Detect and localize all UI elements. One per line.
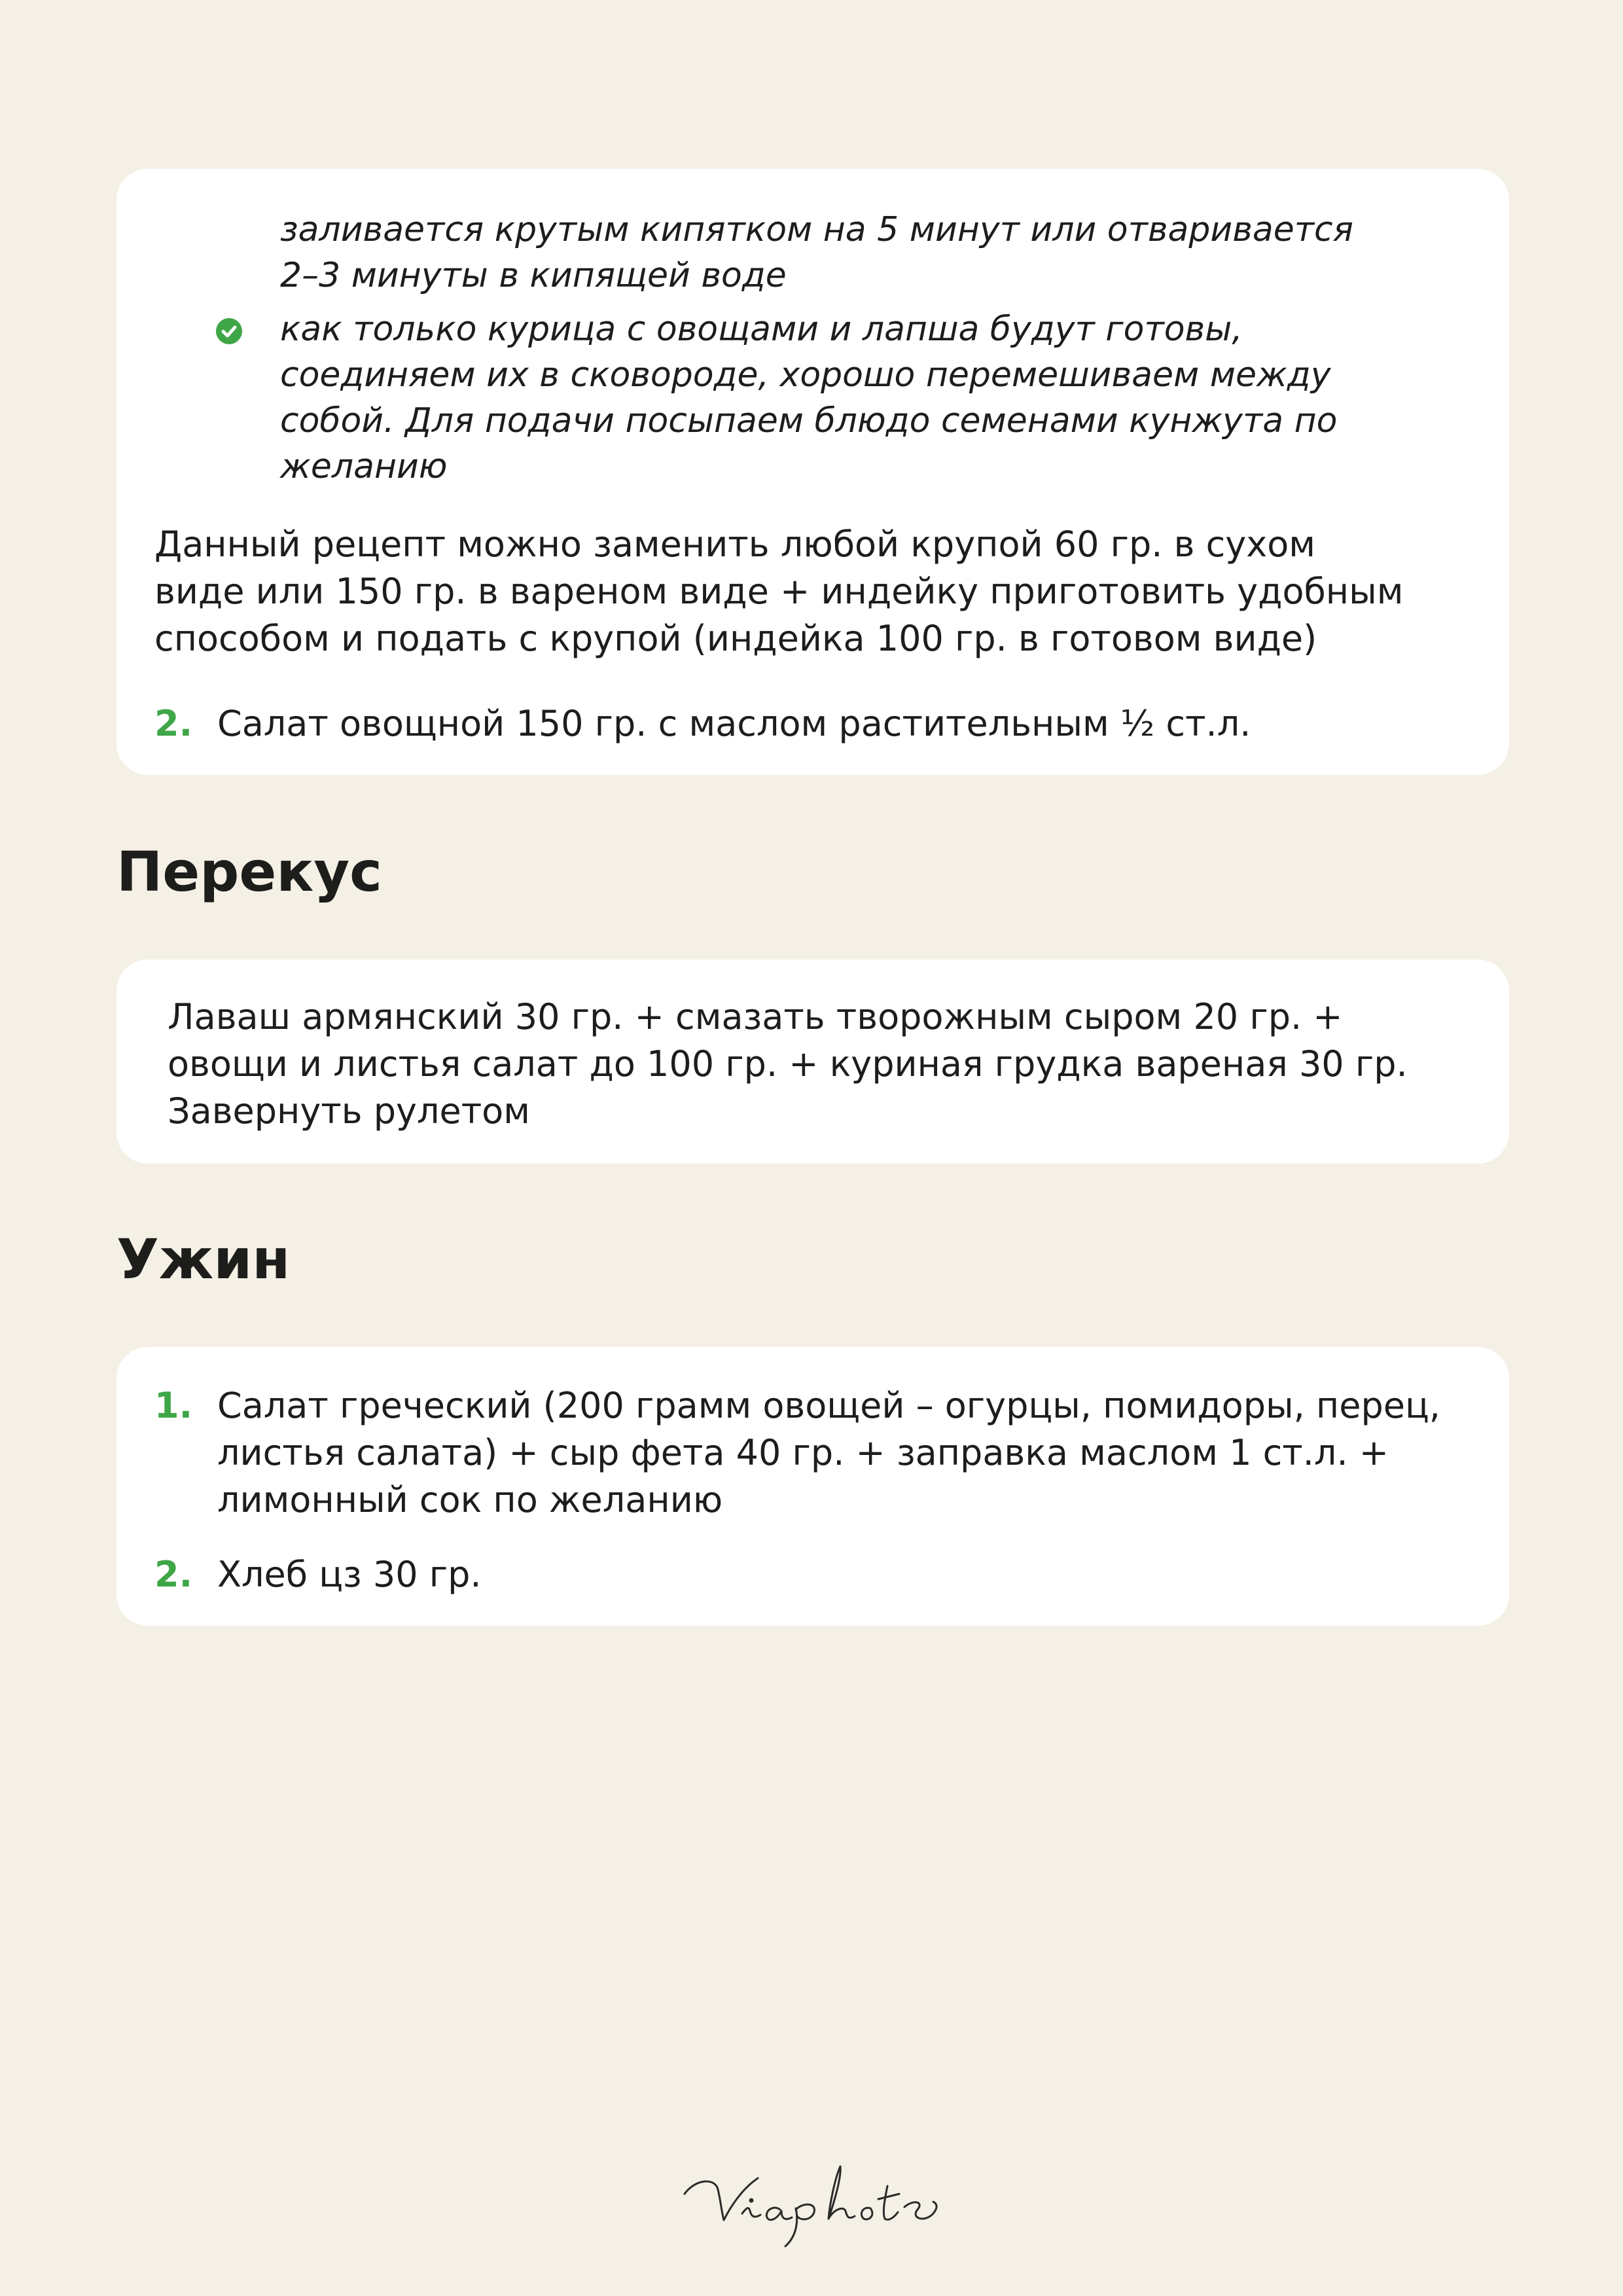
list-item-text: Салат греческий (200 грамм овощей – огурцы, помидоры, перец, листья салата) + сыр фета 40 гр. + заправка маслом 1 ст.л. + лимонный сок по желанию <box>217 1385 1440 1520</box>
check-circle-icon <box>216 318 242 344</box>
list-number: 1. <box>154 1385 193 1426</box>
list-number: 2. <box>154 1554 193 1595</box>
list-number: 2. <box>154 703 193 744</box>
recipe-note: Данный рецепт можно заменить любой крупой 60 гр. в сухом виде или 150 гр. в вареном виде + индейку приготовить удобным способом и подать с крупой (индейка 100 гр. в готовом виде) <box>154 524 1404 659</box>
snack-text: Лаваш армянский 30 гр. + смазать творожным сыром 20 гр. + овощи и листья салат до 100 гр. + куриная грудка вареная 30 гр. Завернуть рулетом <box>168 996 1408 1132</box>
section-title-snack: Перекус <box>116 840 382 904</box>
bullet-continuation-text: заливается крутым кипятком на 5 минут или отваривается 2–3 минуты в кипящей воде <box>280 210 1353 295</box>
list-item-text: Хлеб цз 30 гр. <box>217 1554 482 1595</box>
list-item-text: Салат овощной 150 гр. с маслом растительным ½ ст.л. <box>217 703 1251 744</box>
bullet-item-text: как только курица с овощами и лапша будут готовы, соединяем их в сковороде, хорошо перемешиваем между собой. Для подачи посыпаем блюдо семенами кунжута по желанию <box>280 310 1338 486</box>
signature-logo <box>674 2147 949 2251</box>
section-title-dinner: Ужин <box>116 1227 291 1291</box>
